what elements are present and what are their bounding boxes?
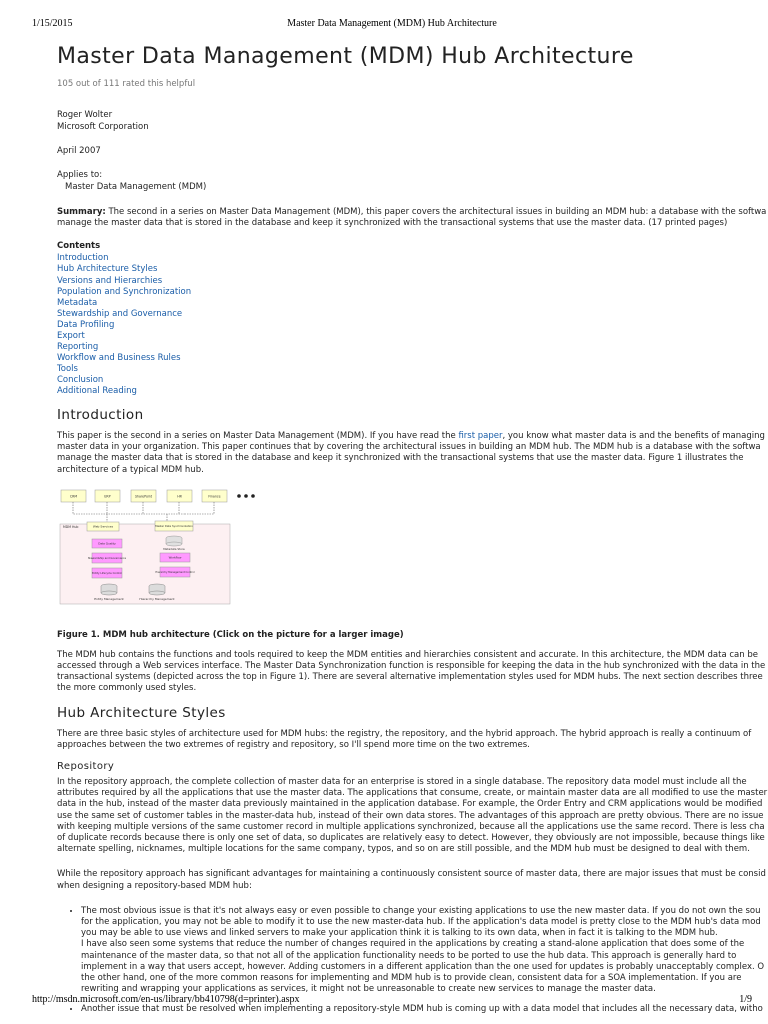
app-label-erp: ERP xyxy=(104,494,111,499)
web-services-label: Web Services xyxy=(92,524,114,529)
mdm-hub-area xyxy=(60,524,230,604)
intro-text: This paper is the second in a series on Master Data Management (MDM). If you have read the xyxy=(57,431,459,442)
mdm-hub-diagram xyxy=(57,486,261,604)
paragraph-line: with keeping multiple versions of the same customer record in multiple applications synchronized, because all the applications use the same record. There is less cha xyxy=(57,821,765,832)
hierarchy-control-label: Hierarchy Management Control xyxy=(155,570,195,574)
toc-link-conclusion[interactable]: Conclusion xyxy=(57,374,104,385)
section-heading-introduction: Introduction xyxy=(57,407,144,424)
repository-paragraph xyxy=(57,777,768,855)
app-label-hr: HR xyxy=(177,494,182,499)
print-url: http://msdn.microsoft.com/en-us/library/bb410798(d=printer).aspx xyxy=(32,994,300,1005)
paragraph-line: transactional systems (depicted across the top in Figure 1). There are several alternative implementation styles used for MDM hubs. The next section describes three xyxy=(57,672,763,683)
toc-link-stewardship-and-governance[interactable]: Stewardship and Governance xyxy=(57,308,183,319)
paragraph-line: accessed through a Web services interface. The Master Data Synchronization function is responsible for keeping the data in the hub synchronized with the data in the xyxy=(57,661,766,672)
contents-heading: Contents xyxy=(57,241,101,252)
list-item-line: rewriting and wrapping your applications as services, it might not be unreasonable to create new services to manage the master data. xyxy=(81,984,656,995)
workflow-label: Workflow xyxy=(168,555,182,560)
toc-link-tools[interactable]: Tools xyxy=(57,363,78,374)
toc-link-workflow-and-business-rules[interactable]: Workflow and Business Rules xyxy=(57,352,181,363)
list-item-line: • The most obvious issue is that it's not always easy or even possible to change your existing applications to use the new master data. If you do not own the sou xyxy=(81,905,761,916)
data-quality-label: Data Quality xyxy=(98,541,116,546)
repository-issues-intro xyxy=(57,869,766,891)
paragraph-line: There are three basic styles of architecture used for MDM hubs: the registry, the repository, and the hybrid approach. The hybrid approach is really a continuum of xyxy=(57,728,752,739)
intro-paragraph xyxy=(57,431,765,476)
paragraph-line: alternate spelling, nicknames, multiple locations for the same company, typos, and so on are still possible, and the MDM hub must be designed to deal with them. xyxy=(57,844,750,855)
list-item-line: maintenance of the master data, so that not all of the application functionality needs to be ported to use the hub data. This approach is generally hard to xyxy=(81,950,737,961)
toc-link-population-and-synchronization[interactable]: Population and Synchronization xyxy=(57,286,192,297)
app-label-finance: Finance xyxy=(208,494,221,499)
applies-item: Master Data Management (MDM) xyxy=(65,182,207,192)
entity-management-cylinder xyxy=(101,584,117,595)
paragraph-line: approaches between the two extremes of registry and repository, so I'll spend more time on the two extremes. xyxy=(57,739,530,750)
mdm-hub-architecture-figure[interactable] xyxy=(57,486,261,604)
app-label-crm: CRM xyxy=(69,494,78,499)
paragraph-line: the more commonly used styles. xyxy=(57,683,197,694)
toc-link-additional-reading[interactable]: Additional Reading xyxy=(57,385,137,396)
figure-caption: Figure 1. MDM hub architecture (Click on the picture for a larger image) xyxy=(57,629,404,640)
rating-text: 105 out of 111 rated this helpful xyxy=(57,79,196,89)
metadata-store-cylinder xyxy=(166,536,182,546)
print-page-title: Master Data Management (MDM) Hub Architecture xyxy=(287,18,497,29)
list-item-line: implement in a way that users accept, however. Adding customers in a different application than the one used for updates is probably unacceptably complex. O xyxy=(81,961,765,972)
intro-text: master data in your organization. This paper continues that by covering the architectural issues in building an MDM hub. The MDM hub is a database with the softwa xyxy=(57,442,761,453)
intro-text: , you know what master data is and the benefits of managing xyxy=(502,431,765,442)
ellipsis-dot xyxy=(251,494,255,498)
summary-line: The second in a series on Master Data Management (MDM), this paper covers the architectural issues in building an MDM hub: a database with the softwa xyxy=(105,207,767,217)
applies-to xyxy=(57,169,733,193)
section-heading-hub-architecture-styles: Hub Architecture Styles xyxy=(57,704,226,721)
connector-lines xyxy=(73,502,214,524)
list-item xyxy=(81,905,765,996)
sync-label: Master Data Synchronization xyxy=(155,524,193,528)
ellipsis-dot xyxy=(237,494,241,498)
page-title: Master Data Management (MDM) Hub Architecture xyxy=(57,44,634,69)
author-name: Roger Wolter xyxy=(57,110,113,120)
stewardship-label: Stewardship and Governance xyxy=(87,556,127,560)
applies-label: Applies to: xyxy=(57,170,103,180)
list-item xyxy=(81,1003,763,1015)
list-item-line: you may be able to use views and linked servers to make your application think it is talking to its own data, when in fact it is talking to the MDM hub. xyxy=(81,928,718,939)
table-of-contents xyxy=(57,253,733,397)
print-date: 1/15/2015 xyxy=(32,18,73,29)
summary-line: manage the master data that is stored in the database and keep it synchronized with the transactional systems that use the master data. (17 printed pages) xyxy=(57,218,728,229)
list-item-line: I have also seen some systems that reduce the number of changes required in the applications by creating a stand-alone application that does some of the xyxy=(81,939,745,950)
paragraph-line: data in the hub, instead of the master data previously maintained in the application database. For example, the Order Entry and CRM applications would be modified xyxy=(57,799,763,810)
hierarchy-management-cylinder xyxy=(149,584,165,595)
ellipsis-dot xyxy=(244,494,248,498)
list-item-line: the other hand, one of the more common reasons for implementing and MDM hub is to provide clean, consistent data for a SOA implementation. If you are xyxy=(81,973,742,984)
intro-text: manage the master data that is stored in the database and keep it synchronized with the transactional systems that use the master data. Figure 1 illustrates the xyxy=(57,453,744,464)
metadata-store-label: Metadata Store xyxy=(163,546,185,551)
paragraph-line: attributes required by all the applications that use the master data. The applications that consume, create, or maintain master data are all modified to use the master xyxy=(57,788,768,799)
paragraph-line: when designing a repository-based MDM hub: xyxy=(57,880,252,891)
subsection-heading-repository: Repository xyxy=(57,761,115,773)
toc-link-introduction[interactable]: Introduction xyxy=(57,253,109,264)
paragraph-line: use the same set of customer tables in the master-data hub, instead of their own data stores. The advantages of this approach are pretty obvious. There are no issue xyxy=(57,810,764,821)
first-paper-link[interactable]: first paper xyxy=(458,431,503,442)
hub-styles-paragraph xyxy=(57,728,752,751)
toc-link-versions-and-hierarchies[interactable]: Versions and Hierarchies xyxy=(57,275,163,286)
toc-link-metadata[interactable]: Metadata xyxy=(57,297,98,308)
toc-link-data-profiling[interactable]: Data Profiling xyxy=(57,319,115,330)
entity-lifecycle-label: Entity Lifecycle Control xyxy=(92,571,122,575)
publish-date: April 2007 xyxy=(57,146,101,156)
paragraph-line: In the repository approach, the complete collection of master data for an enterprise is stored in a single database. The repository data model must include all the xyxy=(57,777,747,788)
hub-label: MDM Hub xyxy=(63,524,79,529)
author-block xyxy=(57,109,733,133)
toc-link-reporting[interactable]: Reporting xyxy=(57,341,99,352)
toc-link-hub-architecture-styles[interactable]: Hub Architecture Styles xyxy=(57,264,158,275)
paragraph-line: While the repository approach has significant advantages for maintaining a continuously consistent source of master data, there are major issues that must be consid xyxy=(57,869,766,880)
app-label-sharepoint: SharePoint xyxy=(134,494,153,499)
list-item-line: for the application, you may not be able to modify it to use the new master-data hub. If the application's data model is pretty close to the MDM hub's data mod xyxy=(81,917,761,928)
summary-label: Summary: xyxy=(57,207,106,217)
intro-text: architecture of a typical MDM hub. xyxy=(57,464,204,475)
summary xyxy=(57,207,767,229)
paragraph-line: of duplicate records because there is only one set of data, so duplicates are relatively easy to detect. However, they obviously are not impossible, because things like xyxy=(57,833,765,844)
toc-link-export[interactable]: Export xyxy=(57,330,85,341)
hub-description-paragraph xyxy=(57,649,766,695)
entity-management-label: Entity Management xyxy=(94,596,124,601)
paragraph-line: The MDM hub contains the functions and tools required to keep the MDM entities and hierarchies consistent and accurate. In this architecture, the MDM data can be xyxy=(57,649,758,660)
list-item-line: • Another issue that must be resolved when implementing a repository-style MDM hub is coming up with a data model that includes all the necessary data, witho xyxy=(81,1003,763,1014)
hierarchy-management-label: Hierarchy Management xyxy=(139,596,175,601)
page-number: 1/9 xyxy=(739,994,752,1005)
author-company: Microsoft Corporation xyxy=(57,122,149,132)
